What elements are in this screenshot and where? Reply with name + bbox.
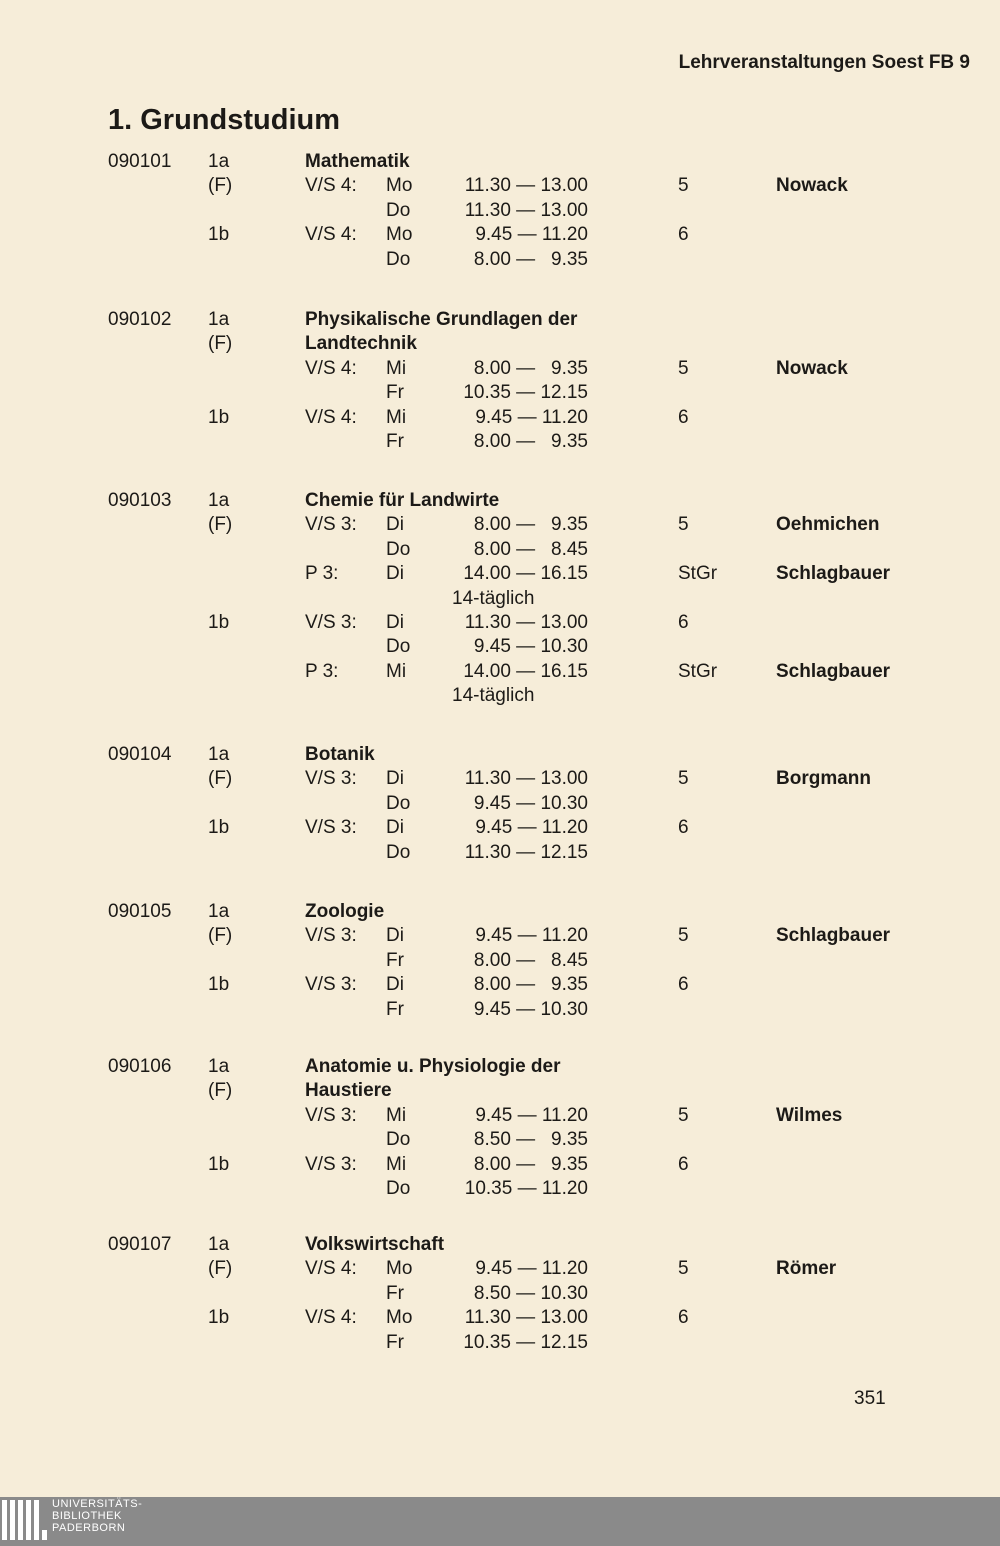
time-range: 11.30 — 13.00	[464, 175, 588, 197]
weekday: Di	[386, 563, 404, 585]
library-footer-bar	[0, 1497, 1000, 1546]
time-range: 9.45 — 11.20	[475, 925, 588, 947]
group-label: 1b	[208, 224, 230, 246]
group-label: 1a	[208, 490, 230, 511]
course-type: V/S 4:	[305, 406, 357, 428]
time-range: 8.00 — 9.35	[473, 431, 588, 452]
course-title: Zoologie	[305, 901, 385, 922]
group-label: 1b	[208, 406, 230, 428]
weekday: Do	[386, 538, 411, 560]
course-type: V/S 3:	[305, 1153, 357, 1175]
course-type: V/S 4:	[305, 1258, 357, 1280]
weekday: Fr	[386, 998, 404, 1020]
weekday: Mi	[386, 1153, 407, 1175]
page-number: 351	[854, 1388, 886, 1409]
weekday: Mi	[386, 357, 407, 379]
semester: 5	[678, 357, 689, 379]
course-number: 090107	[108, 1234, 172, 1255]
time-range: 9.45 — 11.20	[475, 406, 588, 428]
course-type: V/S 3:	[305, 925, 357, 947]
course-number: 090104	[108, 744, 172, 765]
semester: 5	[678, 514, 689, 536]
lecturer: Borgmann	[776, 768, 871, 790]
weekday: Do	[386, 248, 411, 270]
semester: 5	[678, 925, 689, 947]
time-range: 11.30 — 13.00	[464, 612, 588, 633]
schedule-note: 14-täglich	[452, 587, 535, 609]
course-title: Physikalische Grundlagen der	[305, 309, 578, 330]
group-label: (F)	[208, 925, 233, 947]
weekday: Do	[386, 199, 411, 221]
course-title: Botanik	[305, 744, 375, 765]
group-label: 1a	[208, 309, 230, 330]
time-range: 11.30 — 13.00	[464, 768, 588, 790]
group-label: 1b	[208, 612, 230, 633]
group-label: (F)	[208, 1258, 233, 1280]
course-title: Volkswirtschaft	[305, 1234, 445, 1255]
course-number: 090103	[108, 490, 172, 511]
group-label: (F)	[208, 514, 233, 536]
library-logo-text	[52, 1498, 142, 1534]
weekday: Do	[386, 792, 411, 814]
time-range: 9.45 — 11.20	[475, 1258, 588, 1280]
time-range: 8.00 — 8.45	[473, 949, 588, 971]
course-title: Mathematik	[305, 151, 410, 172]
course-type: V/S 3:	[305, 817, 357, 839]
semester: 6	[678, 817, 689, 839]
course-number: 090102	[108, 309, 172, 330]
course-number: 090106	[108, 1056, 172, 1077]
weekday: Fr	[386, 949, 404, 971]
group-label: (F)	[208, 768, 233, 790]
course-type: V/S 4:	[305, 224, 357, 246]
course-type: V/S 4:	[305, 175, 357, 197]
semester: 6	[678, 974, 689, 996]
weekday: Do	[386, 636, 411, 658]
time-range: 8.00 — 9.35	[473, 357, 588, 379]
course-title: Landtechnik	[305, 333, 417, 355]
group-label: 1a	[208, 151, 230, 172]
semester: 6	[678, 224, 689, 246]
weekday: Mi	[386, 1104, 407, 1126]
weekday: Mo	[386, 175, 413, 197]
group-label: (F)	[208, 175, 233, 197]
weekday: Mo	[386, 1307, 413, 1329]
course-title: Anatomie u. Physiologie der	[305, 1056, 561, 1077]
semester: 5	[678, 175, 689, 197]
time-range: 9.45 — 11.20	[475, 1104, 588, 1126]
weekday: Mo	[386, 1258, 413, 1280]
lecturer: Oehmichen	[776, 514, 880, 536]
time-range: 11.30 — 13.00	[464, 1307, 588, 1329]
weekday: Fr	[386, 382, 404, 404]
weekday: Di	[386, 817, 404, 839]
semester: StGr	[678, 660, 718, 682]
weekday: Do	[386, 1178, 411, 1199]
weekday: Do	[386, 841, 411, 863]
weekday: Fr	[386, 431, 404, 452]
course-number: 090101	[108, 151, 172, 172]
lecturer: Schlagbauer	[776, 925, 891, 947]
lecturer: Nowack	[776, 175, 848, 197]
time-range: 9.45 — 10.30	[473, 792, 588, 814]
time-range: 10.35 — 12.15	[463, 1331, 588, 1353]
lecturer: Wilmes	[776, 1104, 843, 1126]
time-range: 9.45 — 10.30	[473, 636, 588, 658]
group-label: (F)	[208, 1080, 233, 1102]
time-range: 8.50 — 9.35	[473, 1129, 588, 1151]
running-header: Lehrveranstaltungen Soest FB 9	[678, 52, 970, 73]
weekday: Di	[386, 974, 404, 996]
time-range: 10.35 — 12.15	[463, 382, 588, 404]
course-type: V/S 4:	[305, 357, 357, 379]
course-number: 090105	[108, 901, 172, 922]
weekday: Mo	[386, 224, 413, 246]
time-range: 8.00 — 8.45	[473, 538, 588, 560]
time-range: 11.30 — 12.15	[464, 841, 588, 863]
logo-line: BIBLIOTHEK	[52, 1510, 122, 1522]
course-type: V/S 3:	[305, 768, 357, 790]
semester: 5	[678, 768, 689, 790]
time-range: 8.00 — 9.35	[473, 974, 588, 996]
time-range: 9.45 — 10.30	[473, 998, 588, 1020]
group-label: 1a	[208, 901, 230, 922]
course-type: V/S 3:	[305, 612, 357, 633]
lecturer: Nowack	[776, 357, 848, 379]
time-range: 9.45 — 11.20	[475, 817, 588, 839]
course-type: V/S 3:	[305, 514, 357, 536]
time-range: 8.00 — 9.35	[473, 248, 588, 270]
weekday: Di	[386, 768, 404, 790]
course-title: Chemie für Landwirte	[305, 490, 500, 511]
schedule-note: 14-täglich	[452, 685, 535, 707]
group-label: 1b	[208, 974, 230, 996]
time-range: 9.45 — 11.20	[475, 224, 588, 246]
library-logo-icon	[2, 1500, 48, 1544]
weekday: Di	[386, 514, 404, 536]
time-range: 14.00 — 16.15	[463, 563, 588, 585]
lecturer: Schlagbauer	[776, 660, 891, 682]
course-type: P 3:	[305, 563, 339, 585]
semester: StGr	[678, 563, 718, 585]
time-range: 8.00 — 9.35	[473, 514, 588, 536]
course-title: Haustiere	[305, 1080, 392, 1102]
semester: 6	[678, 612, 689, 633]
time-range: 11.30 — 13.00	[464, 199, 588, 221]
group-label: 1a	[208, 1056, 230, 1077]
semester: 5	[678, 1104, 689, 1126]
section-title: 1. Grundstudium	[108, 104, 340, 136]
course-type: V/S 3:	[305, 1104, 357, 1126]
course-type: V/S 4:	[305, 1307, 357, 1329]
weekday: Fr	[386, 1282, 404, 1304]
group-label: 1a	[208, 744, 230, 765]
group-label: 1b	[208, 1153, 230, 1175]
time-range: 14.00 — 16.15	[463, 660, 588, 682]
weekday: Fr	[386, 1331, 404, 1353]
group-label: (F)	[208, 333, 233, 355]
course-type: V/S 3:	[305, 974, 357, 996]
weekday: Do	[386, 1129, 411, 1151]
weekday: Di	[386, 612, 404, 633]
lecturer: Schlagbauer	[776, 563, 891, 585]
course-type: P 3:	[305, 660, 339, 682]
semester: 5	[678, 1258, 689, 1280]
time-range: 8.50 — 10.30	[473, 1282, 588, 1304]
semester: 6	[678, 406, 689, 428]
group-label: 1a	[208, 1234, 230, 1255]
semester: 6	[678, 1307, 689, 1329]
lecturer: Römer	[776, 1258, 837, 1280]
weekday: Di	[386, 925, 404, 947]
group-label: 1b	[208, 817, 230, 839]
logo-line: PADERBORN	[52, 1522, 126, 1534]
logo-line: UNIVERSITÄTS-	[52, 1498, 143, 1510]
time-range: 8.00 — 9.35	[473, 1153, 588, 1175]
weekday: Mi	[386, 660, 407, 682]
weekday: Mi	[386, 406, 407, 428]
time-range: 10.35 — 11.20	[464, 1178, 588, 1199]
group-label: 1b	[208, 1307, 230, 1329]
semester: 6	[678, 1153, 689, 1175]
